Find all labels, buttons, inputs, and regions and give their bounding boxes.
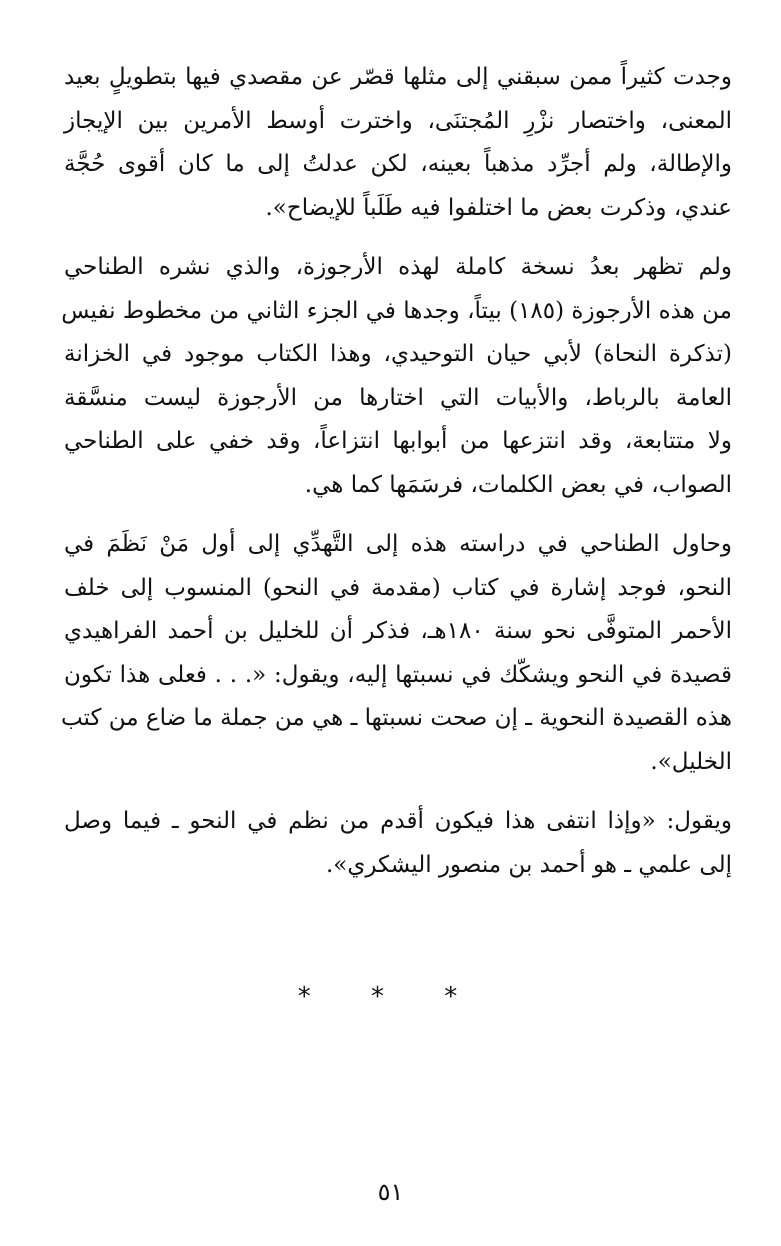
paragraph-1 — [64, 56, 732, 230]
page-body — [60, 56, 733, 903]
text-line: الصواب، في بعض الكلمات، فرسَمَها كما هي. — [304, 471, 732, 498]
text-line: ويقول: «وإذا انتفى هذا فيكون أقدم من نظم في النحو ـ فيما وصل — [64, 808, 732, 834]
text-line: النحو، فوجد إشارة في كتاب (مقدمة في النحو) المنسوب إلى خلف — [64, 574, 732, 601]
text-line: من هذه الأرجوزة (١٨٥) بيتاً، وجدها في الجزء الثاني من مخطوط نفيس — [61, 297, 732, 324]
text-line: (تذكرة النحاة) لأبي حيان التوحيدي، وهذا الكتاب موجود في الخزانة — [64, 341, 732, 367]
text-line: العامة بالرباط، والأبيات التي اختارها من الأرجوزة ليست منسَّقة — [64, 384, 732, 411]
paragraph-4 — [64, 800, 732, 887]
text-line: ولا متتابعة، وقد انتزعها من أبوابها انتزاعاً، وقد خفي على الطناحي — [64, 428, 732, 454]
text-line: إلى علمي ـ هو أحمد بن منصور اليشكري». — [325, 851, 732, 878]
text-line: عندي، وذكرت بعض ما اختلفوا فيه طَلَباً للإيضاح». — [265, 194, 732, 221]
text-line: قصيدة في النحو ويشكّك في نسبتها إليه، ويقول: «. . . فعلى هذا تكون — [64, 661, 732, 688]
text-line: والإطالة، ولم أجرِّد مذهباً بعينه، لكن عدلتُ إلى ما كان أقوى حُجَّة — [64, 151, 732, 177]
text-line: ولم تظهر بعدُ نسخة كاملة لهذه الأرجوزة، والذي نشره الطناحي — [64, 254, 732, 280]
page-number: ٥١ — [377, 1178, 404, 1206]
text-line: الأحمر المتوفَّى نحو سنة ١٨٠هـ، فذكر أن للخليل بن أحمد الفراهيدي — [64, 618, 733, 644]
text-line: وجدت كثيراً ممن سبقني إلى مثلها قصّر عن مقصدي فيها بتطويلٍ بعيد — [64, 64, 732, 90]
text-line: هذه القصيدة النحوية ـ إن صحت نسبتها ـ هي من جملة ما ضاع من كتب — [60, 705, 732, 731]
text-line: وحاول الطناحي في دراسته هذه إلى التَّهدِّي إلى أول مَنْ نَظَمَ في — [64, 531, 732, 557]
paragraph-2 — [61, 246, 732, 507]
text-line: الخليل». — [650, 748, 732, 775]
paragraph-3 — [60, 523, 733, 784]
text-line: المعنى، واختصار نزْرِ المُجتنَى، واخترت أوسط الأمرين بين الإيجاز — [64, 107, 732, 134]
section-separator: * * * — [297, 982, 484, 1012]
